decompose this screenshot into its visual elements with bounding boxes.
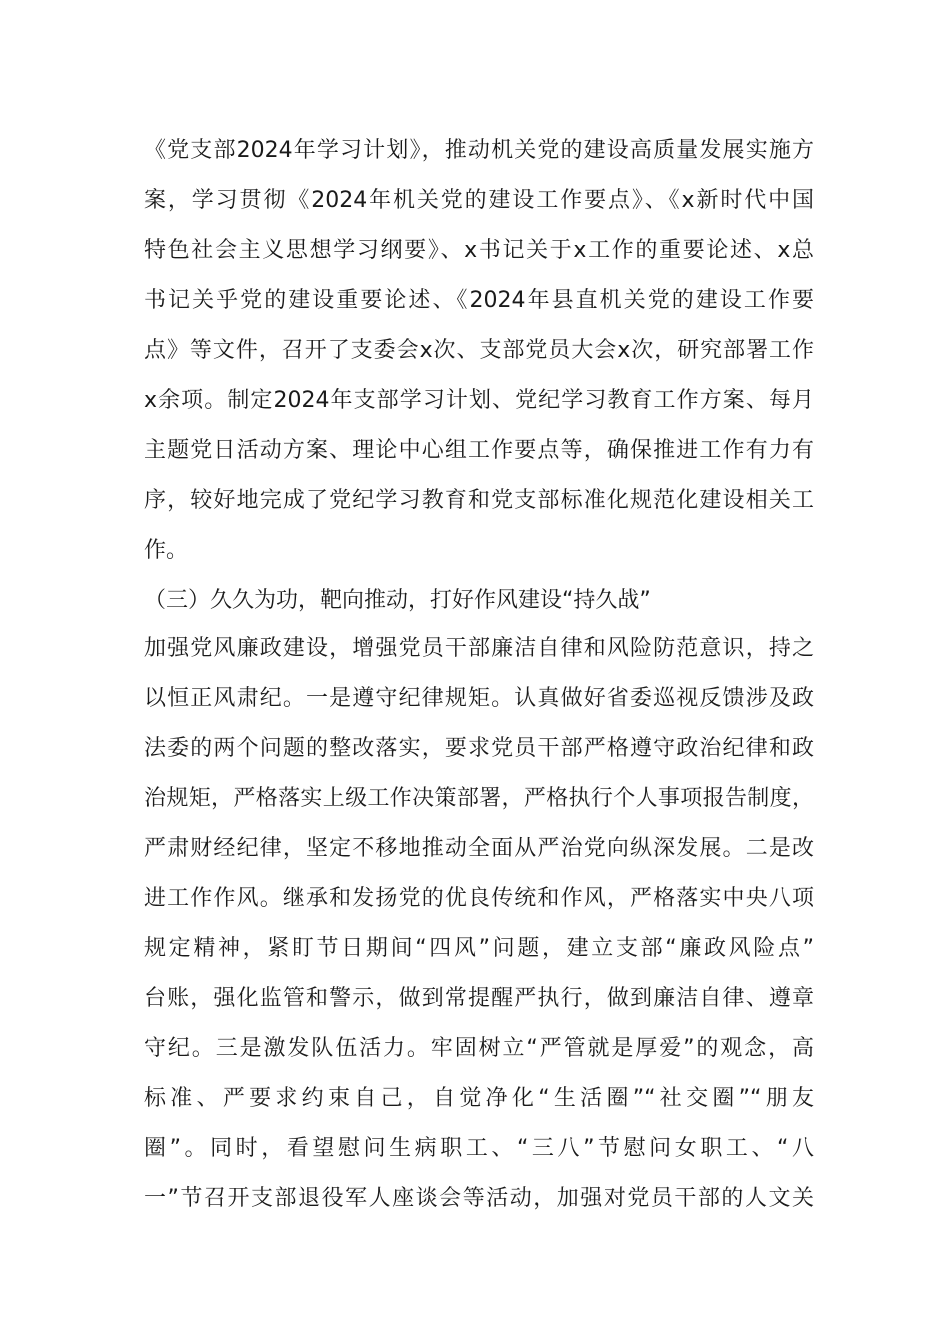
text-line: 守纪。三是激发队伍活力。牢固树立“严管就是厚爱”的观念，高 xyxy=(144,1036,814,1061)
text-line: 进工作作风。继承和发扬党的优良传统和作风，严格落实中央八项 xyxy=(144,886,814,911)
section-heading: （三）久久为功，靶向推动，打好作风建设“持久战” xyxy=(144,588,651,613)
text-line: x余项。制定2024年支部学习计划、党纪学习教育工作方案、每月 xyxy=(144,388,814,413)
text-line: 加强党风廉政建设，增强党员干部廉洁自律和风险防范意识，持之 xyxy=(144,636,814,661)
text-line: 治规矩，严格落实上级工作决策部署，严格执行个人事项报告制度， xyxy=(144,786,814,811)
text-line: 一”节召开支部退役军人座谈会等活动，加强对党员干部的人文关 xyxy=(144,1186,814,1211)
text-line: 规定精神，紧盯节日期间“四风”问题，建立支部“廉政风险点” xyxy=(144,936,814,961)
text-line: 台账，强化监管和警示，做到常提醒严执行，做到廉洁自律、遵章 xyxy=(144,986,814,1011)
text-line: 特色社会主义思想学习纲要》、x书记关于x工作的重要论述、x总 xyxy=(144,238,814,263)
text-line: 主题党日活动方案、理论中心组工作要点等，确保推进工作有力有 xyxy=(144,438,814,463)
text-line: 《党支部2024年学习计划》，推动机关党的建设高质量发展实施方 xyxy=(144,138,814,163)
text-line: 法委的两个问题的整改落实，要求党员干部严格遵守政治纪律和政 xyxy=(144,736,814,761)
text-line: 标准、严要求约束自己，自觉净化“生活圈”“社交圈”“朋友 xyxy=(144,1086,814,1111)
text-line: 作。 xyxy=(144,538,189,563)
text-line: 圈”。同时，看望慰问生病职工、“三八”节慰问女职工、“八 xyxy=(144,1136,814,1161)
text-line: 案，学习贯彻《2024年机关党的建设工作要点》、《x新时代中国 xyxy=(144,188,814,213)
text-line: 以恒正风肃纪。一是遵守纪律规矩。认真做好省委巡视反馈涉及政 xyxy=(144,686,814,711)
text-line: 序，较好地完成了党纪学习教育和党支部标准化规范化建设相关工 xyxy=(144,488,814,513)
text-line: 严肃财经纪律，坚定不移地推动全面从严治党向纵深发展。二是改 xyxy=(144,836,814,861)
text-line: 点》等文件，召开了支委会x次、支部党员大会x次，研究部署工作 xyxy=(144,338,814,363)
text-line: 书记关乎党的建设重要论述、《2024年县直机关党的建设工作要 xyxy=(144,288,814,313)
